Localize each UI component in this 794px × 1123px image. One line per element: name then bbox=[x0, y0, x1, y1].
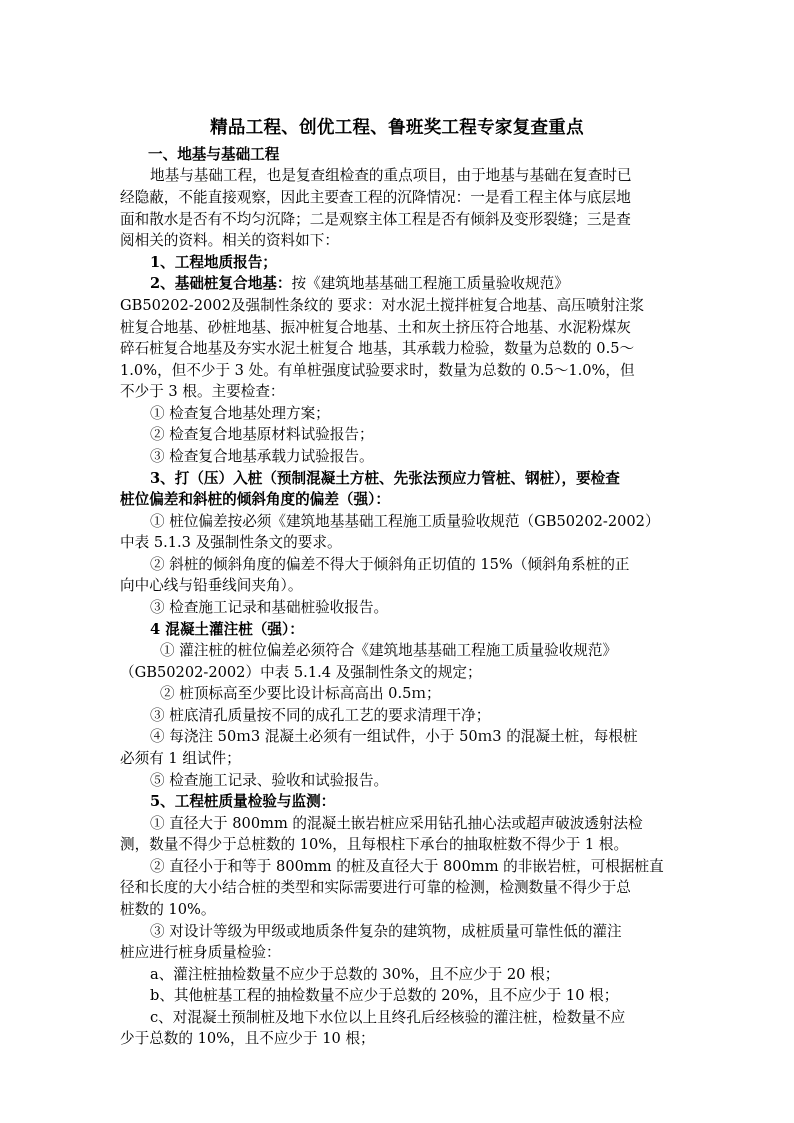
list-item: ③ 检查施工记录和基础桩验收报告。 bbox=[150, 599, 389, 616]
subheading-composite-foundation-line bbox=[150, 274, 569, 294]
section-heading-foundation: 一、地基与基础工程 bbox=[148, 146, 280, 163]
list-item: c、对混凝土预制桩及地下水位以上且终孔后经核验的灌注桩，检数量不应 bbox=[150, 1009, 626, 1026]
list-item: ③ 桩底清孔质量按不同的成孔工艺的要求清理干净； bbox=[150, 707, 491, 724]
list-item: ① 灌注桩的桩位偏差必须符合《建筑地基基础工程施工质量验收规范》 bbox=[160, 642, 618, 659]
paragraph-line: 必须有 1 组试件； bbox=[120, 750, 241, 767]
list-item: ② 直径小于和等于 800mm 的桩及直径大于 800mm 的非嵌岩桩，可根据桩直 bbox=[150, 858, 664, 875]
list-item: ② 桩顶标高至少要比设计标高高出 0.5ｍ； bbox=[160, 685, 441, 702]
paragraph-line: 桩复合地基、砂桩地基、振冲桩复合地基、土和灰土挤压符合地基、水泥粉煤灰 bbox=[120, 319, 631, 336]
paragraph-line: 阅相关的资料。相关的资料如下： bbox=[120, 232, 339, 249]
list-item: ② 检查复合地基原材料试验报告； bbox=[150, 426, 374, 443]
list-item: ② 斜桩的倾斜角度的偏差不得大于倾斜角正切值的 15%（倾斜角系桩的正 bbox=[150, 556, 630, 573]
list-item: ① 检查复合地基处理方案； bbox=[150, 405, 330, 422]
list-item: b、其他桩基工程的抽检数量不应少于总数的 20%，且不应少于 10 根； bbox=[150, 987, 619, 1004]
list-item: a、灌注桩抽检数量不应少于总数的 30%，且不应少于 20 根； bbox=[150, 966, 560, 983]
list-item: ① 直径大于 800mm 的混凝土嵌岩桩应采用钻孔抽心法或超声破波透射法检 bbox=[150, 815, 643, 832]
paragraph-line: 面和散水是否有不均匀沉降；二是观察主体工程是否有倾斜及变形裂缝；三是查 bbox=[120, 211, 631, 228]
list-item: ③ 对设计等级为甲级或地质条件复杂的建筑物，成桩质量可靠性低的灌注 bbox=[150, 923, 622, 940]
paragraph-text: 按《建筑地基基础工程施工质量验收规范》 bbox=[291, 275, 569, 292]
paragraph-line: GB50202-2002及强制性条纹的 要求：对水泥土搅拌桩复合地基、高压喷射注浆 bbox=[120, 297, 645, 314]
subheading-cast-in-place-pile: 4 混凝土灌注桩（强）： bbox=[150, 621, 304, 638]
paragraph-line: 桩应进行桩身质量检验： bbox=[120, 944, 281, 961]
list-item: ③ 检查复合地基承载力试验报告。 bbox=[150, 448, 374, 465]
subheading-driven-pile: 3、打（压）入桩（预制混凝土方桩、先张法预应力管桩、钢桩），要检查 bbox=[150, 470, 620, 487]
subheading-driven-pile-cont: 桩位偏差和斜桩的倾斜角度的偏差（强）： bbox=[120, 491, 390, 508]
document-title: 精品工程、创优工程、鲁班奖工程专家复查重点 bbox=[210, 118, 584, 138]
subheading-composite-foundation: 2、基础桩复合地基： bbox=[150, 275, 292, 292]
subheading-geological-report: 1、工程地质报告； bbox=[150, 254, 277, 271]
paragraph-line: 1.0%，但不少于 3 处。有单桩强度试验要求时，数量为总数的 0.5～1.0%，但 bbox=[120, 362, 635, 379]
paragraph-line: 径和长度的大小结合桩的类型和实际需要进行可靠的检测，检测数量不得少于总 bbox=[120, 879, 631, 896]
list-item: ⑤ 检查施工记录、验收和试验报告。 bbox=[150, 772, 389, 789]
paragraph-line: 中表 5.1.3 及强制性条文的要求。 bbox=[120, 534, 342, 551]
paragraph-line: 测，数量不得少于总桩数的 10%，且每根柱下承台的抽取桩数不得少于 1 根。 bbox=[120, 836, 629, 853]
paragraph-line: 桩数的 10%。 bbox=[120, 901, 216, 918]
list-item: ① 桩位偏差按必须《建筑地基基础工程施工质量验收规范（GB50202-2002） bbox=[150, 513, 660, 530]
paragraph-line: 向中心线与铅垂线间夹角）。 bbox=[120, 577, 303, 594]
subheading-pile-quality-inspection: 5、工程桩质量检验与监测： bbox=[150, 793, 336, 810]
paragraph-line: 地基与基础工程，也是复查组检查的重点项目，由于地基与基础在复查时已 bbox=[150, 167, 632, 184]
paragraph-line: 少于总数的 10%，且不应少于 10 根； bbox=[120, 1030, 375, 1047]
paragraph-line: （GB50202-2002）中表 5.1.4 及强制性条文的规定； bbox=[120, 664, 482, 681]
paragraph-line: 碎石桩复合地基及夯实水泥土桩复合 地基，其承载力检验，数量为总数的 0.5～ bbox=[120, 340, 635, 357]
list-item: ④ 每浇注 50ｍ3 混凝土必须有一组试件，小于 50ｍ3 的混凝土桩，每根桩 bbox=[150, 728, 638, 745]
paragraph-line: 不少于 3 根。主要检查： bbox=[120, 383, 285, 400]
paragraph-line: 经隐蔽，不能直接观察，因此主要查工程的沉降情况：一是看工程主体与底层地 bbox=[120, 189, 631, 206]
